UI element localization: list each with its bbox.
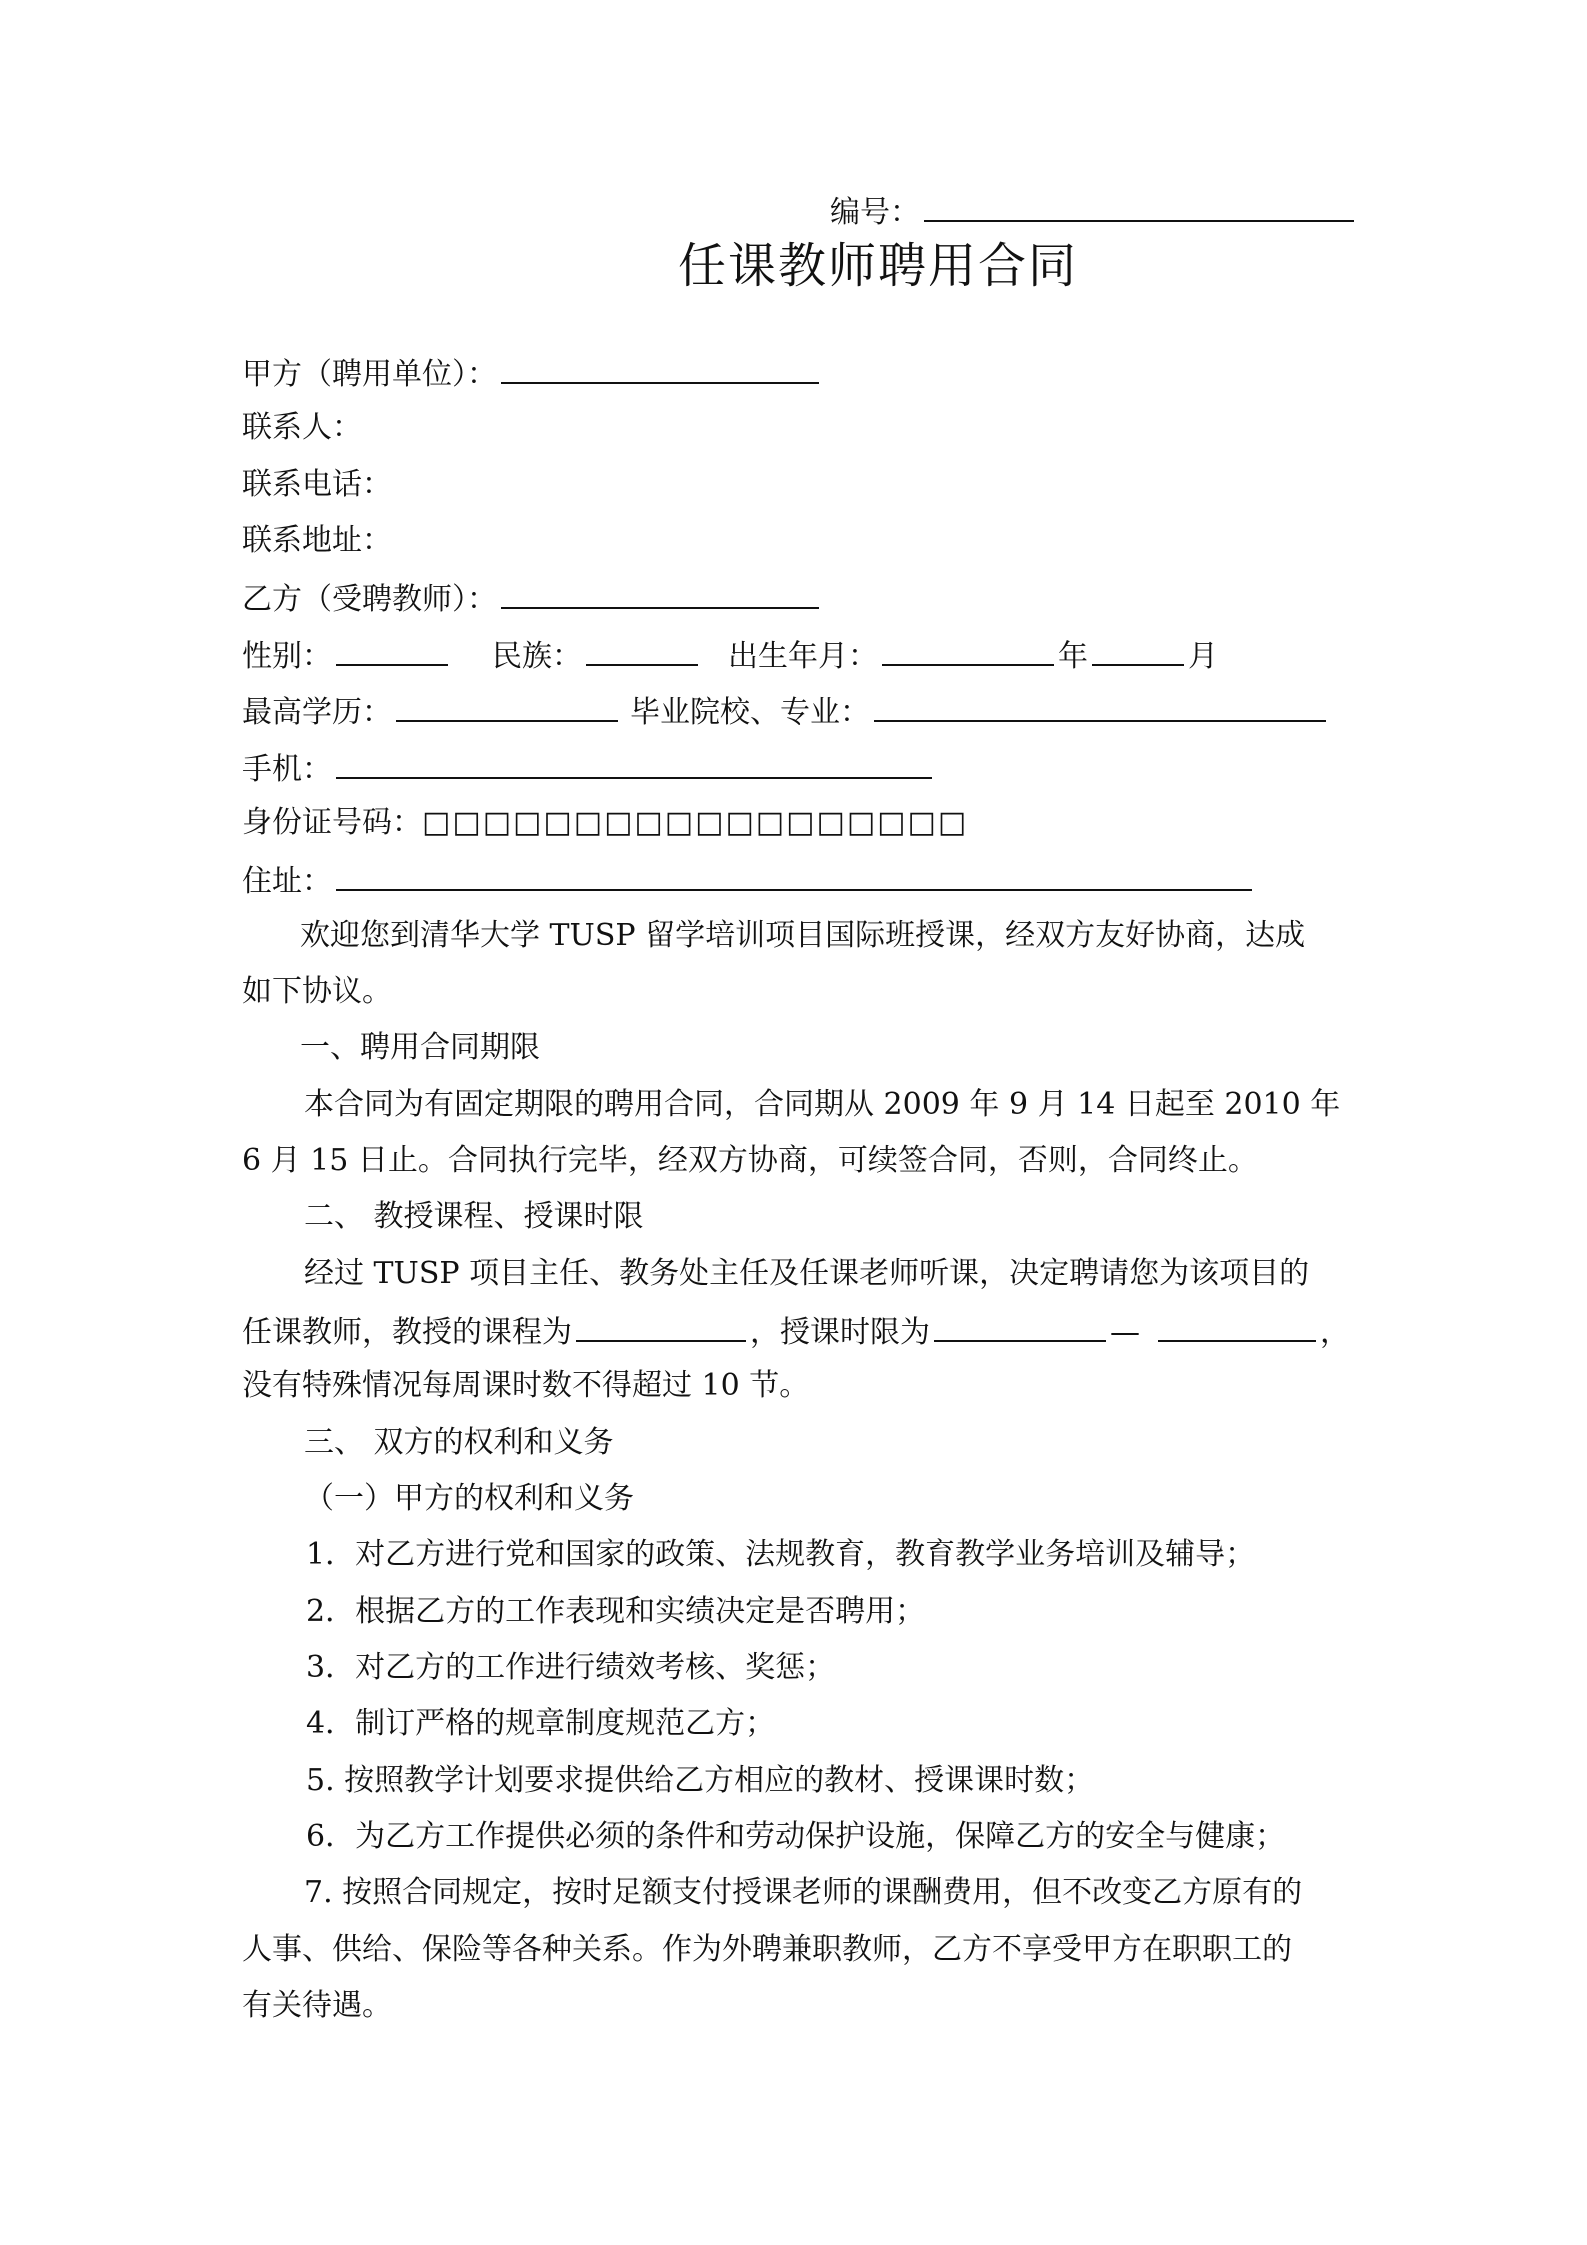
obligation-item-7-line-2: 人事、供给、保险等各种关系。作为外聘兼职教师，乙方不享受甲方在职职工的 xyxy=(242,1932,1292,1967)
party-a-blank xyxy=(501,352,819,384)
time-end-blank xyxy=(1158,1310,1316,1342)
contact-person-label: 联系人： xyxy=(242,410,362,445)
obligation-item-3: 3．对乙方的工作进行绩效考核、奖惩； xyxy=(306,1650,836,1685)
address-blank xyxy=(336,859,1252,891)
id-number-label: 身份证号码： xyxy=(242,805,422,840)
party-b-blank xyxy=(501,577,819,609)
education-row xyxy=(242,690,1330,733)
section-3-heading: 三、 双方的权利和义务 xyxy=(304,1425,614,1460)
intro-line-1: 欢迎您到清华大学 TUSP 留学培训项目国际班授课，经双方友好协商，达成 xyxy=(300,918,1306,953)
mobile-label: 手机： xyxy=(242,752,332,787)
time-dash: — xyxy=(1110,1315,1140,1350)
section-2-line-2 xyxy=(242,1310,1350,1353)
section-1-line-2: 6 月 15 日止。合同执行完毕，经双方协商，可续签合同，否则，合同终止。 xyxy=(242,1143,1258,1178)
obligation-item-2: 2．根据乙方的工作表现和实绩决定是否聘用； xyxy=(306,1594,926,1629)
obligation-item-6: 6．为乙方工作提供必须的条件和劳动保护设施，保障乙方的安全与健康； xyxy=(306,1819,1286,1854)
obligation-item-4: 4．制订严格的规章制度规范乙方； xyxy=(306,1706,776,1741)
contract-number-row xyxy=(830,190,1358,233)
address-row xyxy=(242,859,1256,902)
gender-label: 性别： xyxy=(242,639,332,674)
obligation-item-1: 1．对乙方进行党和国家的政策、法规教育，教育教学业务培训及辅导； xyxy=(306,1537,1256,1572)
party-b-row xyxy=(242,577,823,620)
birth-month-blank xyxy=(1092,634,1184,666)
obligation-item-5: 5. 按照教学计划要求提供给乙方相应的教材、授课课时数； xyxy=(306,1763,1095,1798)
ethnicity-blank xyxy=(586,634,698,666)
address-label: 住址： xyxy=(242,864,332,899)
mobile-blank xyxy=(336,747,932,779)
school-major-blank xyxy=(874,690,1326,722)
contract-number-label: 编号： xyxy=(830,195,920,230)
time-start-blank xyxy=(934,1310,1106,1342)
id-number-row xyxy=(242,803,968,843)
section-1-heading: 一、聘用合同期限 xyxy=(300,1030,540,1065)
contact-phone-label: 联系电话： xyxy=(242,467,392,502)
mobile-row xyxy=(242,747,936,790)
time-limit-label: ，授课时限为 xyxy=(750,1315,930,1350)
ethnicity-label: 民族： xyxy=(492,639,582,674)
education-blank xyxy=(396,690,618,722)
section-3-sub-heading: （一）甲方的权利和义务 xyxy=(304,1481,634,1516)
birth-label: 出生年月： xyxy=(728,639,878,674)
obligation-item-7-line-1: 7. 按照合同规定，按时足额支付授课老师的课酬费用，但不改变乙方原有的 xyxy=(304,1875,1303,1910)
section-1-line-1: 本合同为有固定期限的聘用合同，合同期从 2009 年 9 月 14 日起至 2010 年 xyxy=(304,1087,1341,1122)
party-a-label: 甲方（聘用单位）： xyxy=(242,357,497,392)
birth-year-blank xyxy=(882,634,1054,666)
course-blank xyxy=(576,1310,746,1342)
contact-address-label: 联系地址： xyxy=(242,523,392,558)
intro-line-2: 如下协议。 xyxy=(242,974,392,1009)
section-2-line-1: 经过 TUSP 项目主任、教务处主任及任课老师听课，决定聘请您为该项目的 xyxy=(304,1256,1310,1291)
party-b-label: 乙方（受聘教师）： xyxy=(242,582,497,617)
comma: ， xyxy=(1320,1315,1350,1350)
year-label: 年 xyxy=(1058,639,1088,674)
course-label: 任课教师，教授的课程为 xyxy=(242,1315,572,1350)
section-2-heading: 二、 教授课程、授课时限 xyxy=(304,1199,644,1234)
id-number-boxes: □□□□□□□□□□□□□□□□□□ xyxy=(422,805,969,840)
contract-number-blank xyxy=(924,190,1354,222)
section-2-line-3: 没有特殊情况每周课时数不得超过 10 节。 xyxy=(242,1368,810,1403)
obligation-item-7-line-3: 有关待遇。 xyxy=(242,1988,392,2023)
education-label: 最高学历： xyxy=(242,695,392,730)
personal-info-row xyxy=(242,634,1218,677)
month-label: 月 xyxy=(1188,639,1218,674)
document-title: 任课教师聘用合同 xyxy=(678,238,1079,294)
party-a-row xyxy=(242,352,823,395)
gender-blank xyxy=(336,634,448,666)
school-major-label: 毕业院校、专业： xyxy=(630,695,870,730)
